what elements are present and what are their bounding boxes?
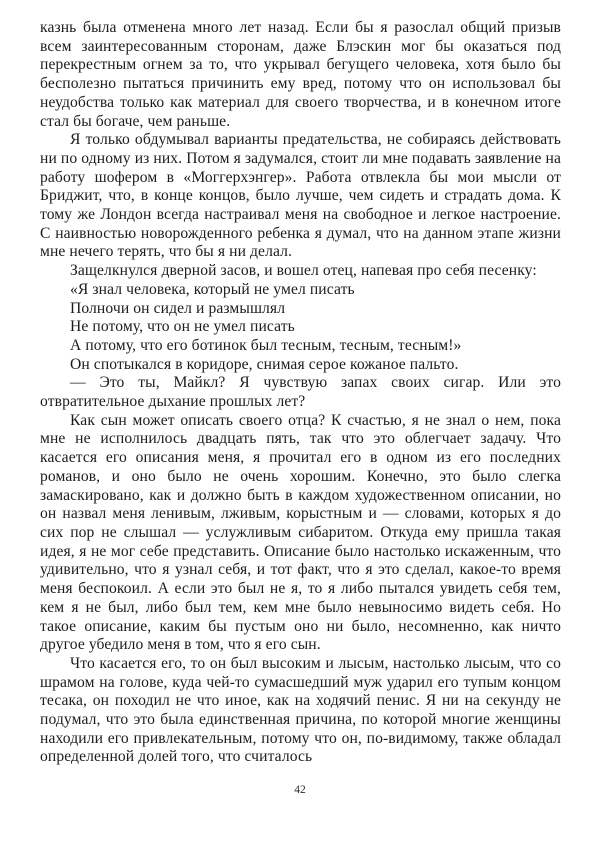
paragraph: Я только обдумывал варианты предательства, не собираясь действовать ни по одному из них. Потом я задумался, стоит ли мне подавать заявление на работу шофером в «Моггерхэнгер». Работа отвлекла бы мои мысли от Бриджит, что, в конце концов, было лучше, чем сидеть и страдать дома. К тому же Лондон всегда настраивал меня на свободное и легкое настроение. С наивностью новорожденного ребенка я думал, что на данном этапе жизни мне нечего терять, что бы я ни делал. — [40, 131, 561, 261]
paragraph: Что касается его, то он был высоким и лысым, настолько лысым, что со шрамом на голове, куда чей-то сумасшедший муж ударил его тупым концом тесака, он походил не что иное, как на ходячий пенис. Я ни на секунду не подумал, что это была единственная причина, по которой многие женщины находили его привлекательным, потому что он, по-видимому, также обладал определенной долей того, что считалось — [40, 654, 561, 766]
verse-line: Полночи он сидел и размышлял — [70, 299, 286, 317]
paragraph: Защелкнулся дверной засов, и вошел отец, напевая про себя песенку: — [70, 262, 537, 280]
paragraph: Он спотыкался в коридоре, снимая серое кожаное пальто. — [70, 355, 459, 373]
dialogue-paragraph: — Это ты, Майкл? Я чувствую запах своих сигар. Или это отвратительное дыхание прошлых лет? — [40, 374, 561, 411]
page-text — [40, 19, 561, 767]
verse-line: А потому, что его ботинок был тесным, тесным, тесным!» — [70, 336, 462, 354]
paragraph: Как сын может описать своего отца? К счастью, я не знал о нем, пока мне не исполнилось двадцать пять, так что это облегчает задачу. Что касается его описания меня, я прочитал его в одном из его последних романов, и оно было не очень хорошим. Конечно, это было слегка замаскировано, как и должно быть в каждом художественном описании, но он назвал меня ленивым, лживым, корыстным и — словами, которых я до сих пор не слышал — услужливым сибаритом. Откуда ему пришла такая идея, я не мог себе представить. Описание было настолько искаженным, что удивительно, что я узнал себя, и тот факт, что я это сделал, какое-то время меня беспокоил. А если это был не я, то я либо пытался увидеть себя тем, кем я не был, либо был тем, кем мне было невыносимо видеть себя. Но такое описание, каким бы пустым оно ни было, несомненно, как ничто другое убедило меня в том, что я его сын. — [40, 411, 561, 654]
paragraph-continuation: казнь была отменена много лет назад. Если бы я разослал общий призыв всем заинтересованным сторонам, даже Блэскин мог бы оказаться под перекрестным огнем за то, что укрывал бегущего человека, хотя было бы бесполезно пытаться причинить ему вред, потому что он использовал бы неудобства только как материал для своего творчества, и в конечном итоге стал бы богаче, чем раньше. — [40, 19, 561, 130]
verse-line: «Я знал человека, который не умел писать — [70, 280, 355, 298]
verse-line: Не потому, что он не умел писать — [70, 318, 295, 336]
page-number: 42 — [294, 784, 306, 796]
